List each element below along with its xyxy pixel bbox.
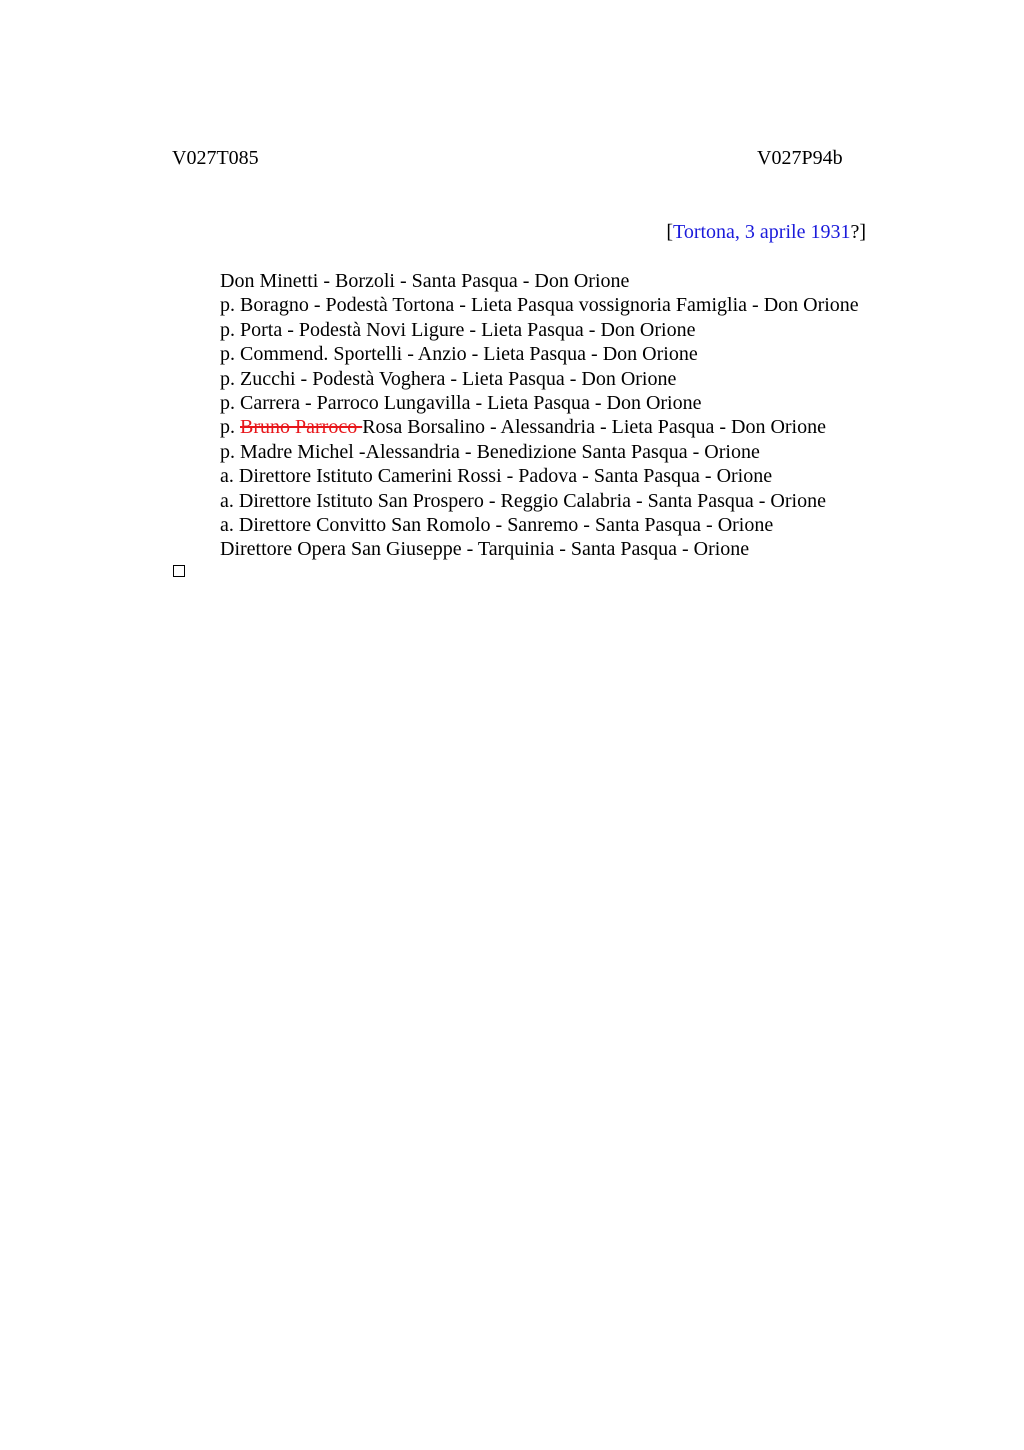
list-item: p. Madre Michel -Alessandria - Benedizione Santa Pasqua - Orione	[220, 440, 760, 463]
date-place-link[interactable]: Tortona, 3 aprile 1931	[673, 221, 851, 243]
entry-rest: Rosa Borsalino - Alessandria - Lieta Pasqua - Don Orione	[362, 416, 826, 439]
list-item: a. Direttore Istituto Camerini Rossi - Padova - Santa Pasqua - Orione	[220, 465, 773, 488]
document-code-right: V027P94b	[757, 147, 843, 169]
list-item: p. Zucchi - Podestà Voghera - Lieta Pasqua - Don Orione	[220, 367, 677, 390]
telegram-list	[220, 269, 859, 562]
document-code-left: V027T085	[172, 147, 259, 169]
date-line	[666, 220, 866, 244]
empty-square-icon	[173, 565, 185, 577]
list-item: a. Direttore Convitto San Romolo - Sanremo - Santa Pasqua - Orione	[220, 514, 774, 537]
list-item: p. Carrera - Parroco Lungavilla - Lieta Pasqua - Don Orione	[220, 392, 702, 415]
list-item: Direttore Opera San Giuseppe - Tarquinia - Santa Pasqua - Orione	[220, 538, 750, 561]
entry-prefix: p.	[220, 416, 240, 439]
list-item-with-deletion	[220, 415, 859, 439]
date-suffix: ?]	[850, 221, 866, 243]
list-item: a. Direttore Istituto San Prospero - Reggio Calabria - Santa Pasqua - Orione	[220, 489, 826, 512]
list-item: Don Minetti - Borzoli - Santa Pasqua - Don Orione	[220, 270, 630, 292]
deleted-text: Bruno Parroco	[240, 416, 363, 439]
date-open-bracket: [	[666, 221, 673, 243]
list-item: p. Boragno - Podestà Tortona - Lieta Pasqua vossignoria Famiglia - Don Orione	[220, 294, 859, 317]
list-item: p. Porta - Podestà Novi Ligure - Lieta Pasqua - Don Orione	[220, 318, 696, 341]
list-item: p. Commend. Sportelli - Anzio - Lieta Pasqua - Don Orione	[220, 343, 698, 366]
